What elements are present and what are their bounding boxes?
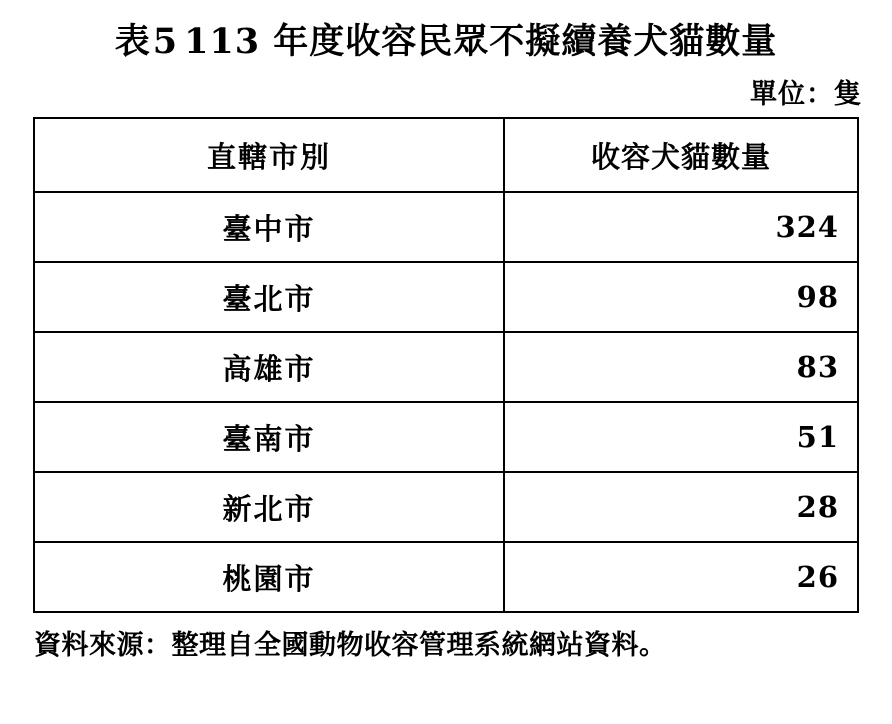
cell-count: 98 [504,262,858,332]
table-row [34,262,858,332]
column-header-count: 收容犬貓數量 [504,118,858,192]
table-row [34,542,858,612]
cell-region: 臺中市 [34,192,504,262]
cell-count: 28 [504,472,858,542]
table-row [34,192,858,262]
cell-region: 臺南市 [34,402,504,472]
table-header-row [34,118,858,192]
cell-region: 桃園市 [34,542,504,612]
table-row [34,472,858,542]
cell-region: 高雄市 [34,332,504,402]
table-row [34,332,858,402]
cell-region: 臺北市 [34,262,504,332]
shelter-count-table [33,117,859,613]
column-header-region: 直轄市別 [34,118,504,192]
page-title [0,14,892,64]
title-number: 5 [152,21,179,62]
document-page [0,14,892,724]
title-prefix: 表 [114,21,151,62]
cell-count: 83 [504,332,858,402]
unit-label: 單位：隻 [750,79,862,110]
cell-count: 324 [504,192,858,262]
cell-count: 51 [504,402,858,472]
cell-region: 新北市 [34,472,504,542]
cell-count: 26 [504,542,858,612]
title-text: 113 年度收容民眾不擬續養犬貓數量 [184,21,778,62]
table-row [34,402,858,472]
source-note: 資料來源：整理自全國動物收容管理系統網站資料。 [34,630,667,661]
